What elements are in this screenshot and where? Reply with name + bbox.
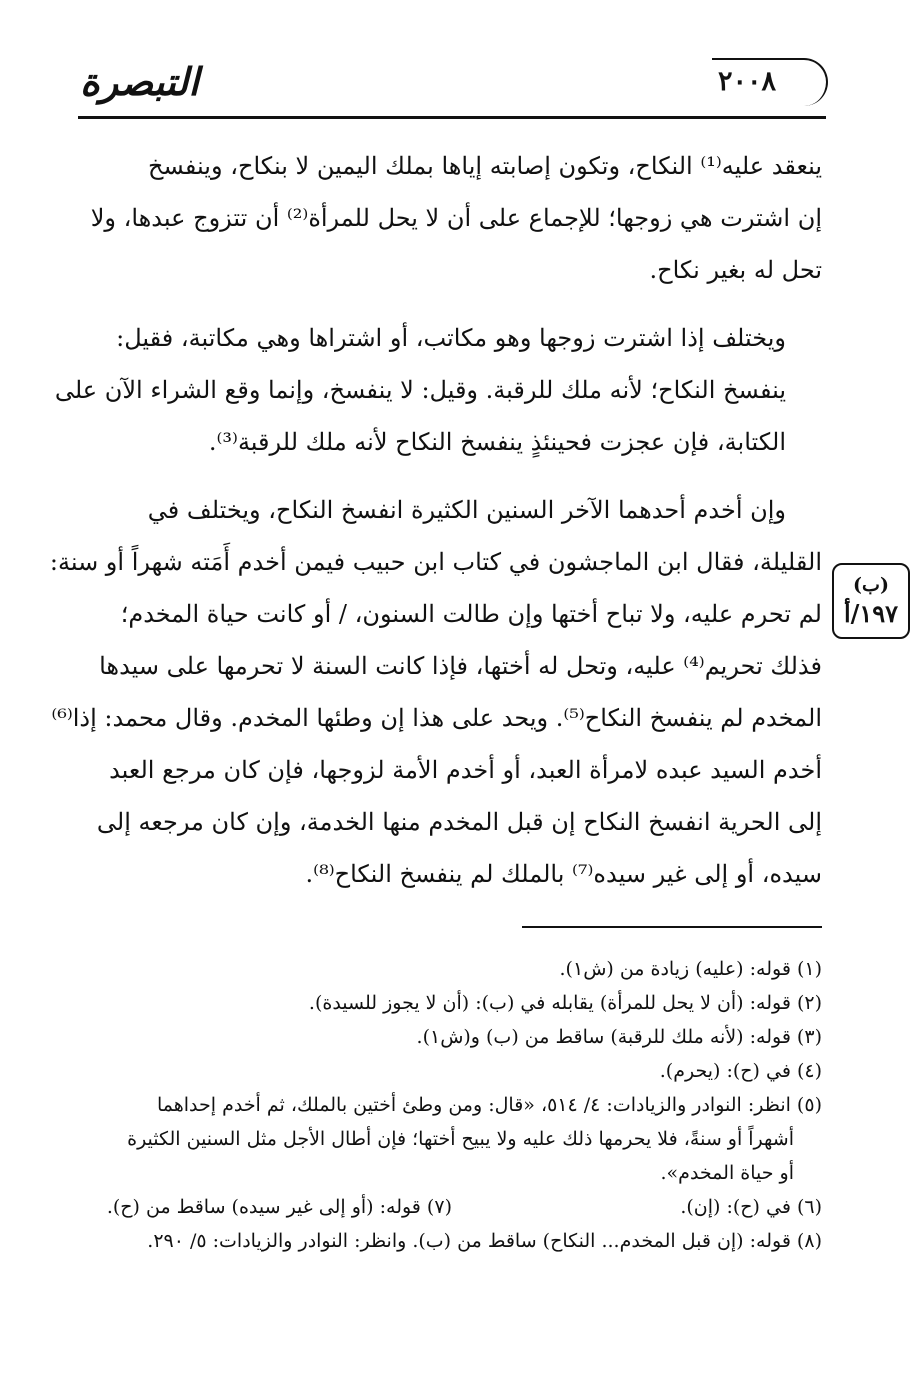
footnote: (٨) قوله: (إن قبل المخدم... النكاح) ساقط من (ب). وانظر: النوادر والزيادات: ٥/ ٢٩٠.: [147, 1230, 822, 1252]
text-line: إلى الحرية انفسخ النكاح إن قبل المخدم منها الخدمة، وإن كان مرجعه إلى: [96, 808, 822, 836]
text-line: سيده، أو إلى غير سيده⁽⁷⁾ بالملك لم ينفسخ النكاح⁽⁸⁾.: [305, 860, 822, 888]
text-line: ينعقد عليه⁽¹⁾ النكاح، وتكون إصابته إياها بملك اليمين لا بنكاح، وينفسخ: [148, 152, 822, 180]
folio-number: ١٩٧/أ: [843, 599, 899, 628]
text-line: لم تحرم عليه، ولا تباح أختها وإن طالت السنون، / أو كانت حياة المخدم؛: [120, 600, 822, 628]
footnote: (٧) قوله: (أو إلى غير سيده) ساقط من (ح).: [106, 1196, 452, 1218]
paragraph-1: [82, 140, 822, 296]
footnote-row: [82, 1190, 822, 1224]
footnote-continuation: أشهراً أو سنةً، فلا يحرمها ذلك عليه ولا يبيح أختها؛ فإن أطال الأجل مثل السنين الكثيرة: [127, 1128, 794, 1150]
text-line: وإن أخدم أحدهما الآخر السنين الكثيرة انفسخ النكاح، ويختلف في: [147, 496, 786, 524]
footnote: (١) قوله: (عليه) زيادة من (ش١).: [559, 958, 822, 980]
text-line: ينفسخ النكاح؛ لأنه ملك للرقبة. وقيل: لا ينفسخ، وإنما وقع الشراء الآن على: [54, 376, 786, 404]
footnote: (٦) في (ح): (إن).: [680, 1196, 822, 1218]
footnote: (٢) قوله: (أن لا يحل للمرأة) يقابله في (ب): (أن لا يجوز للسيدة).: [308, 992, 822, 1014]
main-text: [49, 140, 822, 900]
text-line: ويختلف إذا اشترت زوجها وهو مكاتب، أو اشتراها وهي مكاتبة، فقيل:: [116, 324, 786, 352]
paragraph-2: [54, 312, 822, 468]
page-header: [78, 52, 826, 122]
footnote-continuation: أو حياة المخدم».: [660, 1162, 794, 1184]
page-number-frame: [712, 58, 828, 106]
text-line: القليلة، فقال ابن الماجشون في كتاب ابن حبيب فيمن أخدم أَمَته شهراً أو سنة:: [49, 548, 822, 576]
footnotes: [82, 952, 822, 1258]
text-line: إن اشترت هي زوجها؛ للإجماع على أن لا يحل للمرأة⁽²⁾ أن تتزوج عبدها، ولا: [90, 204, 822, 232]
footnote: (٣) قوله: (لأنه ملك للرقبة) ساقط من (ب) و(ش١).: [416, 1026, 822, 1048]
text-line: فذلك تحريم⁽⁴⁾ عليه، وتحل له أختها، فإذا كانت السنة لا تحرمها على سيدها: [99, 652, 822, 680]
manuscript-folio-marker: [832, 563, 910, 639]
footnote: (٤) في (ح): (يحرم).: [659, 1060, 822, 1082]
footnote: (٥) انظر: النوادر والزيادات: ٤/ ٥١٤، «قال: ومن وطئ أختين بالملك، ثم أخدم إحداهما: [156, 1094, 822, 1116]
text-line: المخدم لم ينفسخ النكاح⁽⁵⁾. ويحد على هذا إن وطئها المخدم. وقال محمد: إذا⁽⁶⁾: [51, 704, 822, 732]
text-line: تحل له بغير نكاح.: [649, 256, 822, 284]
text-line: الكتابة، فإن عجزت فحينئذٍ ينفسخ النكاح لأنه ملك للرقبة⁽³⁾.: [208, 428, 786, 456]
header-rule: [78, 116, 826, 119]
manuscript-siglum: (ب): [853, 574, 889, 596]
book-title: التبصرة: [80, 59, 199, 104]
paragraph-3: [49, 484, 822, 900]
footnote-separator: [522, 926, 822, 928]
page-number: ٢٠٠٨: [718, 66, 777, 97]
text-line: أخدم السيد عبده لامرأة العبد، أو أخدم الأمة لزوجها، فإن كان مرجع العبد: [109, 756, 822, 784]
